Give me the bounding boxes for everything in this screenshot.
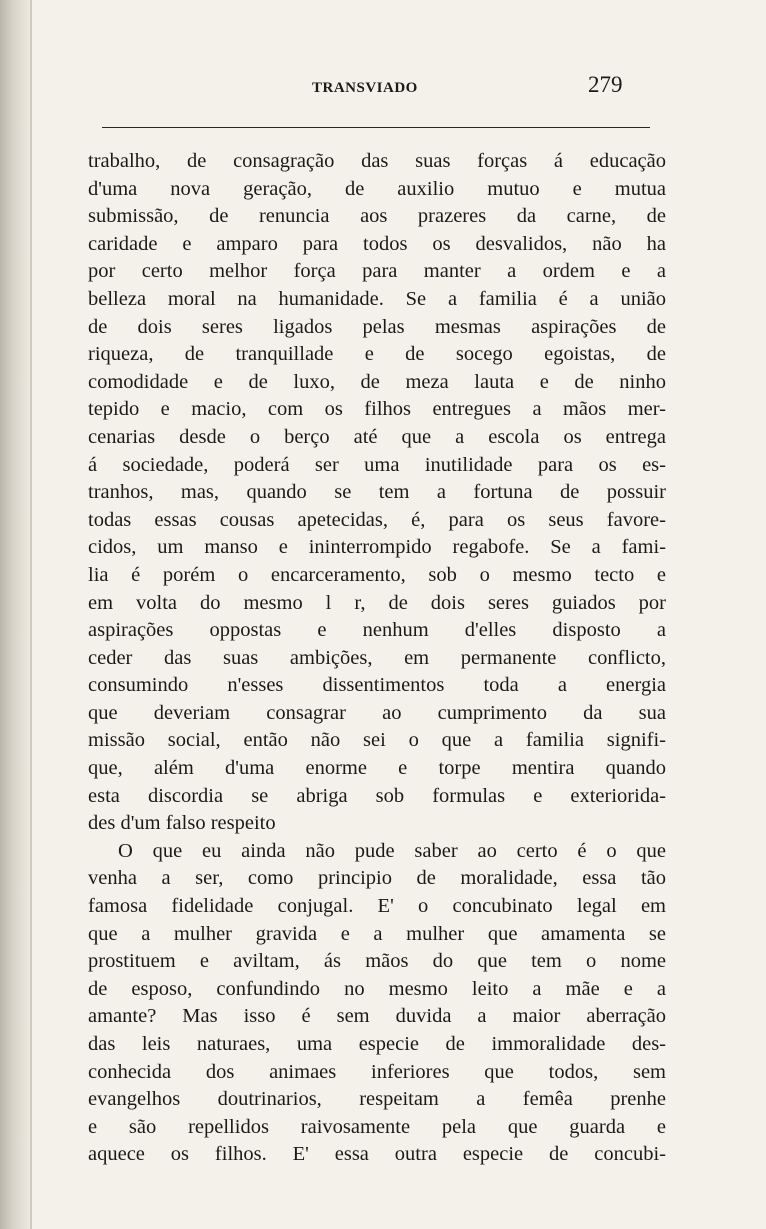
text-line: d'uma nova geração, de auxilio mutuo e mutua xyxy=(88,177,666,200)
paragraph-end-line: des d'um falso respeito xyxy=(88,812,276,835)
text-line: que a mulher gravida e a mulher que amamenta se xyxy=(88,922,666,945)
text-line: que deveriam consagrar ao cumprimento da sua xyxy=(88,701,666,724)
running-title: TRANSVIADO xyxy=(312,80,418,96)
page-header xyxy=(92,72,652,102)
text-line: riqueza, de tranquillade e de socego egoistas, de xyxy=(88,343,666,366)
page-gutter-shadow xyxy=(0,0,30,1229)
text-line: consumindo n'esses dissentimentos toda a energia xyxy=(88,674,666,697)
text-line: das leis naturaes, uma especie de immoralidade des- xyxy=(88,1033,666,1055)
text-line: venha a ser, como principio de moralidade, essa tão xyxy=(88,867,666,890)
page-number: 279 xyxy=(588,72,623,97)
text-line: famosa fidelidade conjugal. E' o concubinato legal em xyxy=(88,895,666,918)
text-line: que, além d'uma enorme e torpe mentira quando xyxy=(88,757,666,780)
text-line: lia é porém o encarceramento, sob o mesmo tecto e xyxy=(88,563,666,586)
text-line: tepido e macio, com os filhos entregues a mãos mer- xyxy=(88,398,666,421)
text-line: todas essas cousas apetecidas, é, para os seus favore- xyxy=(88,508,666,531)
text-line: de dois seres ligados pelas mesmas aspirações de xyxy=(88,315,666,338)
paragraph-start-line: O que eu ainda não pude saber ao certo é o que xyxy=(118,839,666,862)
header-rule xyxy=(102,127,650,128)
text-line: aquece os filhos. E' essa outra especie de concubi- xyxy=(88,1143,666,1166)
text-line: de esposo, confundindo no mesmo leito a mãe e a xyxy=(88,977,666,1000)
text-line: submissão, de renuncia aos prazeres da carne, de xyxy=(88,205,666,228)
text-line: trabalho, de consagração das suas forças á educação xyxy=(88,150,666,172)
body-text xyxy=(88,148,666,1169)
text-line: prostituem e aviltam, ás mãos do que tem o nome xyxy=(88,950,666,973)
text-line: conhecida dos animaes inferiores que todos, sem xyxy=(88,1060,666,1083)
text-line: aspirações oppostas e nenhum d'elles disposto a xyxy=(88,619,666,642)
text-line: cidos, um manso e ininterrompido regabofe. Se a fami- xyxy=(88,536,666,559)
text-line: cenarias desde o berço até que a escola os entrega xyxy=(88,425,666,448)
text-line: ceder das suas ambições, em permanente conflicto, xyxy=(88,646,666,669)
text-line: missão social, então não sei o que a familia signifi- xyxy=(88,729,666,752)
text-line: esta discordia se abriga sob formulas e exteriorida- xyxy=(88,784,666,807)
text-line: evangelhos doutrinarios, respeitam a femêa prenhe xyxy=(88,1088,666,1111)
text-line: á sociedade, poderá ser uma inutilidade para os es- xyxy=(88,453,666,476)
text-line: belleza moral na humanidade. Se a familia é a união xyxy=(88,287,666,310)
text-line: e são repellidos raivosamente pela que guarda e xyxy=(88,1115,666,1138)
text-line: em volta do mesmo l r, de dois seres guiados por xyxy=(88,591,666,614)
text-line: tranhos, mas, quando se tem a fortuna de possuir xyxy=(88,481,666,504)
text-line: amante? Mas isso é sem duvida a maior aberração xyxy=(88,1005,666,1028)
text-line: comodidade e de luxo, de meza lauta e de ninho xyxy=(88,370,666,393)
text-line: caridade e amparo para todos os desvalidos, não ha xyxy=(88,232,666,255)
text-line: por certo melhor força para manter a ordem e a xyxy=(88,260,666,283)
page-gutter-edge xyxy=(30,0,32,1229)
